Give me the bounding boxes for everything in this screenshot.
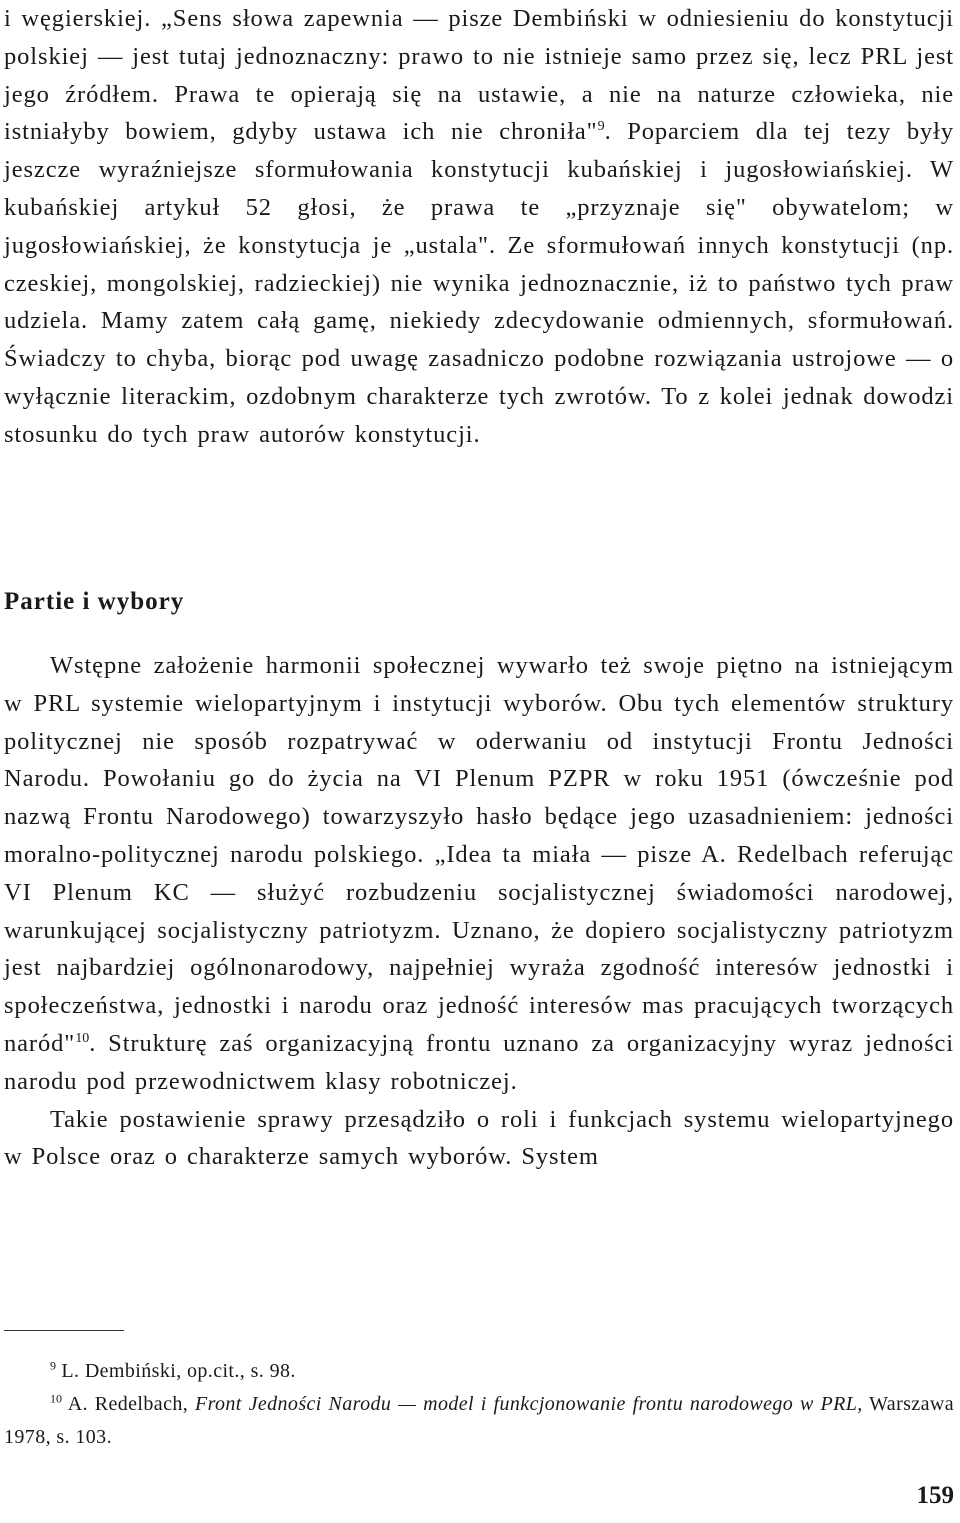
- page-number: 159: [916, 1482, 954, 1509]
- footnote-number: 9: [50, 1358, 56, 1373]
- footnote-ref-10: 10: [75, 1030, 90, 1046]
- paragraph-3: Takie postawienie sprawy przesądziło o roli i funkcjach systemu wielopartyjnego w Polsce oraz o charakterze samych wyborów. System: [4, 1105, 954, 1171]
- footnote-text: A. Redelbach,: [62, 1393, 195, 1415]
- footnote-number: 10: [50, 1391, 62, 1406]
- section-heading: Partie i wybory: [4, 588, 185, 615]
- body-text-bottom: [4, 647, 954, 1176]
- paragraph-2: [4, 647, 954, 1101]
- paragraph-1: [4, 0, 954, 454]
- paragraph-1-text: i węgierskiej. „Sens słowa zapewnia — pisze Dembiński w odniesieniu do konstytucji polskiej — jest tutaj jednoznaczny: prawo to nie istnieje samo przez się, lecz PRL jest jego źródłem. Prawa te opierają się na ustawie, a nie na naturze człowieka, nie istniałyby bowiem, gdyby ustawa ich nie chroniła": [4, 5, 954, 146]
- footnote-9: [4, 1355, 954, 1388]
- footnote-10: [4, 1388, 954, 1454]
- footnotes: [4, 1355, 954, 1454]
- footnote-text: L. Dembiński, op.cit., s. 98.: [56, 1360, 296, 1382]
- footnote-divider: [4, 1330, 124, 1331]
- footnote-ref-9: 9: [597, 119, 605, 135]
- paragraph-1-text-after: . Poparciem dla tej tezy były jeszcze wyraźniejsze sformułowania konstytucji kubańskiej i jugosłowiańskiej. W kubańskiej artykuł 52 głosi, że prawa te „przyznaje się" obywatelom; w jugosłowiańskiej, że konstytucja je „ustala". Ze sformułowań innych konstytucji (np. czeskiej, mongolskiej, radzieckiej) nie wynika jednoznacznie, iż to państwo tych praw udziela. Mamy zatem całą gamę, niekiedy zdecydowanie odmiennych, sformułowań. Świadczy to chyba, biorąc pod uwagę zasadniczo podobne rozwiązania ustrojowe — o wyłącznie literackim, ozdobnym charakterze tych zwrotów. To z kolei jednak dowodzi stosunku do tych praw autorów konstytucji.: [4, 118, 954, 448]
- paragraph-2-text: Wstępne założenie harmonii społecznej wywarło też swoje piętno na istniejącym w PRL systemie wielopartyjnym i instytucji wyborów. Obu tych elementów struktury politycznej nie sposób rozpatrywać w oderwaniu od instytucji Frontu Jedności Narodu. Powołaniu go do życia na VI Plenum PZPR w roku 1951 (ówcześnie pod nazwą Frontu Narodowego) towarzyszyło hasło będące jego uzasadnieniem: jedności moralno-politycznej narodu polskiego. „Idea ta miała — pisze A. Redelbach referując VI Plenum KC — służyć rozbudzeniu socjalistycznej świadomości narodowej, warunkującej socjalistyczny patriotyzm. Uznano, że dopiero socjalistyczny patriotyzm jest najbardziej ogólnonarodowy, najpełniej wyraża zgodność interesów jednostki i społeczeństwa, jednostki i narodu oraz jedność interesów mas pracujących tworzących naród": [4, 652, 954, 1057]
- footnote-text-after: Warszawa 1978, s. 103.: [4, 1393, 954, 1448]
- footnote-cited-title: Front Jedności Narodu — model i funkcjonowanie frontu narodowego w PRL,: [194, 1393, 863, 1415]
- body-text-top: [4, 0, 954, 454]
- paragraph-2-text-after: . Strukturę zaś organizacyjną frontu uznano za organizacyjny wyraz jedności narodu pod przewodnictwem klasy robotniczej.: [4, 1029, 954, 1095]
